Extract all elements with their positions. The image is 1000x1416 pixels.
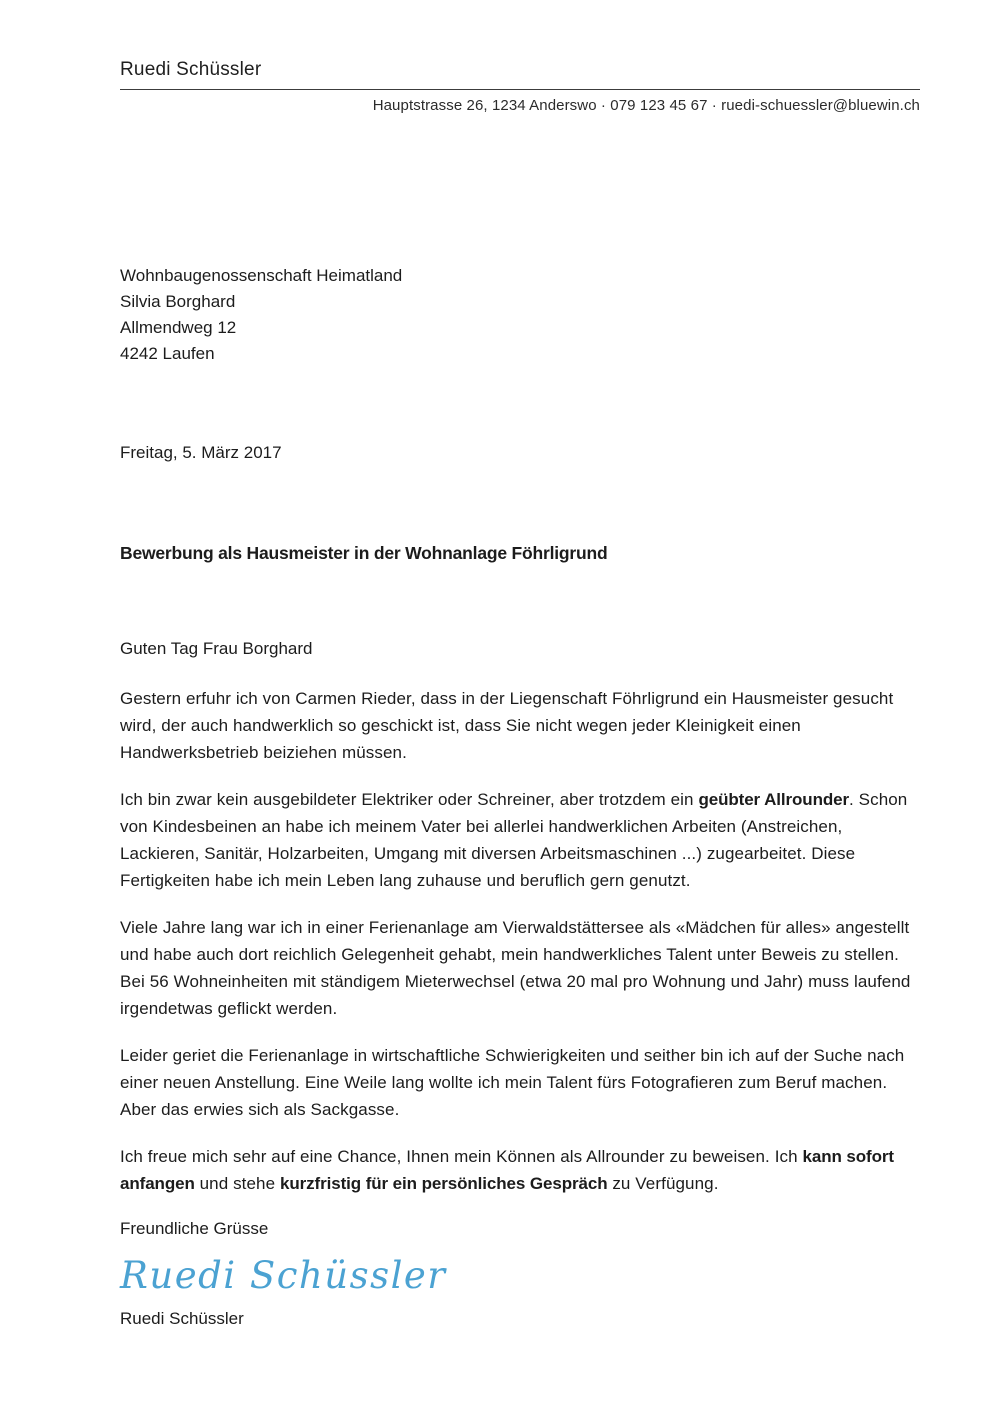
recipient-line: Silvia Borghard (120, 292, 236, 311)
text-run: Leider geriet die Ferienanlage in wirtschaftliche Schwierigkeiten und seither bin ich auf der Suche nach einer neuen Anstellung. Eine Weile lang wollte ich mein Talent fürs Fotografieren zum Beruf machen. Aber das erwies sich als Sackgasse. (120, 1046, 905, 1119)
date-line: Freitag, 5. März 2017 (120, 443, 282, 462)
signature-typed-name: Ruedi Schüssler (120, 1309, 244, 1328)
letter-body (120, 685, 920, 1197)
sender-contact-line: Hauptstrasse 26, 1234 Anderswo · 079 123 45 67 · ruedi-schuessler@bluewin.ch (372, 97, 920, 114)
body-paragraph-3 (120, 914, 920, 1022)
text-run: Gestern erfuhr ich von Carmen Rieder, dass in der Liegenschaft Föhrligrund ein Hausmeister gesucht wird, der auch handwerklich so geschickt ist, dass Sie nicht wegen jeder Kleinigkeit einen Handwerksbetrieb beiziehen müssen. (120, 689, 894, 762)
subject-line: Bewerbung als Hausmeister in der Wohnanlage Föhrligrund (120, 543, 608, 563)
text-run: Ich freue mich sehr auf eine Chance, Ihnen mein Können als Allrounder zu beweisen. Ich (120, 1147, 803, 1166)
body-paragraph-5 (120, 1143, 920, 1197)
text-run: Viele Jahre lang war ich in einer Ferienanlage am Vierwaldstättersee als «Mädchen für alles» angestellt und habe auch dort reichlich Gelegenheit gehabt, mein handwerkliches Talent unter Beweis zu stellen. Bei 56 Wohneinheiten mit ständigem Mieterwechsel (etwa 20 mal pro Wohnung und Jahr) muss laufend irgendetwas geflickt werden. (120, 918, 911, 1018)
sender-name: Ruedi Schüssler (120, 59, 262, 80)
recipient-line: Allmendweg 12 (120, 318, 237, 337)
salutation: Guten Tag Frau Borghard (120, 639, 313, 658)
recipient-line: 4242 Laufen (120, 344, 215, 363)
body-paragraph-2 (120, 786, 920, 894)
handwritten-signature: Ruedi Schüssler (120, 1254, 447, 1297)
text-run: . Schon von Kindesbeinen an habe ich meinem Vater bei allerlei handwerklichen Arbeiten (Anstreichen, Lackieren, Sanitär, Holzarbeiten, Umgang mit diversen Arbeitsmaschinen ...) zugearbeitet. Diese Fertigkeiten habe ich mein Leben lang zuhause und beruflich gern genutzt. (120, 790, 908, 890)
text-run: Ich bin zwar kein ausgebildeter Elektriker oder Schreiner, aber trotzdem ein (120, 790, 699, 809)
closing-phrase: Freundliche Grüsse (120, 1219, 269, 1238)
bold-run: geübter Allrounder (698, 790, 850, 809)
body-paragraph-4 (120, 1042, 920, 1123)
text-run: und stehe (194, 1174, 280, 1193)
bold-run: kurzfristig für ein persönliches Gespräch (280, 1174, 608, 1193)
body-paragraph-1 (120, 685, 920, 766)
recipient-line: Wohnbaugenossenschaft Heimatland (120, 266, 403, 285)
header-divider (120, 89, 920, 90)
text-run: zu Verfügung. (607, 1174, 719, 1193)
bold-run: kann sofort anfangen (120, 1147, 894, 1193)
recipient-address-block (120, 263, 920, 367)
